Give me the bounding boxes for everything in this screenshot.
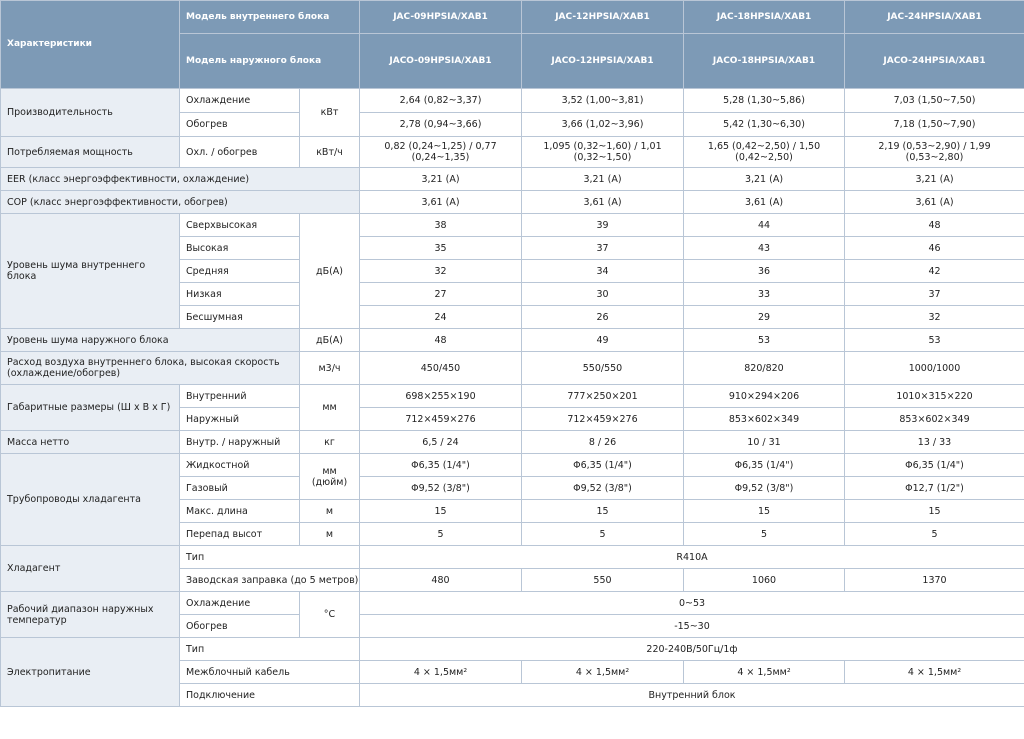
cable-value: 4 × 1,5мм² — [522, 661, 684, 684]
noise-value: 46 — [845, 237, 1024, 260]
refrigerant-charge-value: 480 — [360, 569, 522, 592]
header-outdoor-label: Модель наружного блока — [180, 34, 360, 89]
noise-value: 36 — [684, 260, 845, 283]
eer-value: 3,21 (A) — [684, 168, 845, 191]
table-row — [1, 214, 1024, 237]
cop-value: 3,61 (A) — [845, 191, 1024, 214]
weight-sub-label: Внутр. / наружный — [180, 431, 300, 454]
noise-value: 35 — [360, 237, 522, 260]
outdoor-noise-value: 53 — [845, 329, 1024, 352]
piping-height-diff-label: Перепад высот — [180, 523, 300, 546]
piping-height-diff-value: 5 — [684, 523, 845, 546]
noise-level-label: Высокая — [180, 237, 300, 260]
power-value: 1,095 (0,32~1,60) / 1,01 (0,32~1,50) — [522, 137, 684, 168]
table-row — [1, 191, 1024, 214]
refrigerant-type-label: Тип — [180, 546, 360, 569]
power-supply-type-label: Тип — [180, 638, 360, 661]
piping-gas-label: Газовый — [180, 477, 300, 500]
refrigerant-charge-value: 1370 — [845, 569, 1024, 592]
piping-max-length-value: 15 — [522, 500, 684, 523]
table-row — [1, 454, 1024, 477]
cable-value: 4 × 1,5мм² — [684, 661, 845, 684]
table-row — [1, 431, 1024, 454]
indoor-noise-unit: дБ(А) — [300, 214, 360, 329]
header-characteristics: Характеристики — [1, 1, 180, 89]
noise-value: 30 — [522, 283, 684, 306]
piping-liquid-value: Φ6,35 (1/4") — [522, 454, 684, 477]
dimensions-outdoor-value: 712×459×276 — [360, 408, 522, 431]
piping-length-unit: м — [300, 500, 360, 523]
outdoor-model: JACO-24HPSIA/XAB1 — [845, 34, 1024, 89]
indoor-noise-label: Уровень шума внутреннего блока — [1, 214, 180, 329]
outdoor-model: JACO-09HPSIA/XAB1 — [360, 34, 522, 89]
capacity-heating-label: Обогрев — [180, 113, 300, 137]
weight-label: Масса нетто — [1, 431, 180, 454]
piping-gas-value: Φ9,52 (3/8") — [360, 477, 522, 500]
dimensions-outdoor-value: 853×602×349 — [684, 408, 845, 431]
dimensions-indoor-value: 777×250×201 — [522, 385, 684, 408]
noise-level-label: Сверхвысокая — [180, 214, 300, 237]
indoor-model: JAC-18HPSIA/XAB1 — [684, 1, 845, 34]
table-row — [1, 137, 1024, 168]
outdoor-noise-label: Уровень шума наружного блока — [1, 329, 300, 352]
noise-value: 38 — [360, 214, 522, 237]
outdoor-noise-value: 49 — [522, 329, 684, 352]
noise-value: 29 — [684, 306, 845, 329]
dimensions-outdoor-label: Наружный — [180, 408, 300, 431]
outdoor-noise-unit: дБ(А) — [300, 329, 360, 352]
airflow-value: 450/450 — [360, 352, 522, 385]
piping-gas-value: Φ9,52 (3/8") — [522, 477, 684, 500]
cop-label: COP (класс энергоэффективности, обогрев) — [1, 191, 360, 214]
power-value: 0,82 (0,24~1,25) / 0,77 (0,24~1,35) — [360, 137, 522, 168]
piping-max-length-label: Макс. длина — [180, 500, 300, 523]
power-value: 2,19 (0,53~2,90) / 1,99 (0,53~2,80) — [845, 137, 1024, 168]
noise-value: 26 — [522, 306, 684, 329]
piping-height-diff-value: 5 — [360, 523, 522, 546]
outdoor-model: JACO-12HPSIA/XAB1 — [522, 34, 684, 89]
capacity-unit: кВт — [300, 89, 360, 137]
power-supply-type-value: 220-240В/50Гц/1ф — [360, 638, 1024, 661]
capacity-heating-value: 2,78 (0,94~3,66) — [360, 113, 522, 137]
eer-value: 3,21 (A) — [522, 168, 684, 191]
table-row — [1, 638, 1024, 661]
capacity-label: Производительность — [1, 89, 180, 137]
dimensions-unit: мм — [300, 385, 360, 431]
capacity-heating-value: 7,18 (1,50~7,90) — [845, 113, 1024, 137]
cable-value: 4 × 1,5мм² — [845, 661, 1024, 684]
capacity-cooling-value: 5,28 (1,30~5,86) — [684, 89, 845, 113]
noise-value: 33 — [684, 283, 845, 306]
indoor-model: JAC-12HPSIA/XAB1 — [522, 1, 684, 34]
refrigerant-charge-label: Заводская заправка (до 5 метров) — [180, 569, 360, 592]
dimensions-label: Габаритные размеры (Ш х В х Г) — [1, 385, 180, 431]
noise-value: 39 — [522, 214, 684, 237]
table-row — [1, 352, 1024, 385]
power-label: Потребляемая мощность — [1, 137, 180, 168]
table-row — [1, 546, 1024, 569]
piping-gas-value: Φ9,52 (3/8") — [684, 477, 845, 500]
capacity-cooling-value: 3,52 (1,00~3,81) — [522, 89, 684, 113]
table-row — [1, 168, 1024, 191]
dimensions-outdoor-value: 712×459×276 — [522, 408, 684, 431]
eer-label: EER (класс энергоэффективности, охлаждение) — [1, 168, 360, 191]
airflow-value: 1000/1000 — [845, 352, 1024, 385]
temp-cooling-label: Охлаждение — [180, 592, 300, 615]
dimensions-indoor-label: Внутренний — [180, 385, 300, 408]
noise-value: 32 — [360, 260, 522, 283]
temp-heating-label: Обогрев — [180, 615, 300, 638]
temp-range-label: Рабочий диапазон наружных температур — [1, 592, 180, 638]
airflow-value: 820/820 — [684, 352, 845, 385]
piping-max-length-value: 15 — [845, 500, 1024, 523]
piping-height-diff-value: 5 — [845, 523, 1024, 546]
dimensions-indoor-value: 698×255×190 — [360, 385, 522, 408]
power-unit: кВт/ч — [300, 137, 360, 168]
weight-value: 10 / 31 — [684, 431, 845, 454]
cop-value: 3,61 (A) — [684, 191, 845, 214]
power-value: 1,65 (0,42~2,50) / 1,50 (0,42~2,50) — [684, 137, 845, 168]
eer-value: 3,21 (A) — [360, 168, 522, 191]
capacity-heating-value: 5,42 (1,30~6,30) — [684, 113, 845, 137]
outdoor-model: JACO-18HPSIA/XAB1 — [684, 34, 845, 89]
weight-unit: кг — [300, 431, 360, 454]
power-supply-label: Электропитание — [1, 638, 180, 707]
noise-level-label: Средняя — [180, 260, 300, 283]
refrigerant-label: Хладагент — [1, 546, 180, 592]
header-row-indoor — [1, 1, 1024, 34]
refrigerant-charge-value: 550 — [522, 569, 684, 592]
airflow-label: Расход воздуха внутреннего блока, высокая скорость (охлаждение/обогрев) — [1, 352, 300, 385]
piping-liquid-value: Φ6,35 (1/4") — [684, 454, 845, 477]
piping-gas-value: Φ12,7 (1/2") — [845, 477, 1024, 500]
temp-unit: °C — [300, 592, 360, 638]
capacity-cooling-value: 7,03 (1,50~7,50) — [845, 89, 1024, 113]
cable-label: Межблочный кабель — [180, 661, 360, 684]
piping-height-unit: м — [300, 523, 360, 546]
noise-level-label: Бесшумная — [180, 306, 300, 329]
outdoor-noise-value: 48 — [360, 329, 522, 352]
piping-diameter-unit: мм (дюйм) — [300, 454, 360, 500]
temp-cooling-value: 0~53 — [360, 592, 1024, 615]
outdoor-noise-value: 53 — [684, 329, 845, 352]
piping-liquid-label: Жидкостной — [180, 454, 300, 477]
noise-value: 42 — [845, 260, 1024, 283]
piping-liquid-value: Φ6,35 (1/4") — [360, 454, 522, 477]
airflow-unit: м3/ч — [300, 352, 360, 385]
capacity-cooling-label: Охлаждение — [180, 89, 300, 113]
noise-value: 37 — [522, 237, 684, 260]
noise-value: 43 — [684, 237, 845, 260]
refrigerant-charge-value: 1060 — [684, 569, 845, 592]
indoor-model: JAC-24HPSIA/XAB1 — [845, 1, 1024, 34]
dimensions-outdoor-value: 853×602×349 — [845, 408, 1024, 431]
weight-value: 8 / 26 — [522, 431, 684, 454]
noise-value: 44 — [684, 214, 845, 237]
capacity-heating-value: 3,66 (1,02~3,96) — [522, 113, 684, 137]
noise-value: 32 — [845, 306, 1024, 329]
noise-level-label: Низкая — [180, 283, 300, 306]
piping-liquid-value: Φ6,35 (1/4") — [845, 454, 1024, 477]
noise-value: 24 — [360, 306, 522, 329]
connection-label: Подключение — [180, 684, 360, 707]
dimensions-indoor-value: 1010×315×220 — [845, 385, 1024, 408]
cable-value: 4 × 1,5мм² — [360, 661, 522, 684]
cop-value: 3,61 (A) — [360, 191, 522, 214]
noise-value: 37 — [845, 283, 1024, 306]
weight-value: 13 / 33 — [845, 431, 1024, 454]
capacity-cooling-value: 2,64 (0,82~3,37) — [360, 89, 522, 113]
table-row — [1, 89, 1024, 113]
connection-value: Внутренний блок — [360, 684, 1024, 707]
table-row — [1, 592, 1024, 615]
piping-height-diff-value: 5 — [522, 523, 684, 546]
header-indoor-label: Модель внутреннего блока — [180, 1, 360, 34]
refrigerant-type-value: R410A — [360, 546, 1024, 569]
eer-value: 3,21 (A) — [845, 168, 1024, 191]
noise-value: 34 — [522, 260, 684, 283]
table-row — [1, 329, 1024, 352]
noise-value: 27 — [360, 283, 522, 306]
indoor-model: JAC-09HPSIA/XAB1 — [360, 1, 522, 34]
weight-value: 6,5 / 24 — [360, 431, 522, 454]
table-row — [1, 385, 1024, 408]
noise-value: 48 — [845, 214, 1024, 237]
piping-label: Трубопроводы хладагента — [1, 454, 180, 546]
temp-heating-value: -15~30 — [360, 615, 1024, 638]
airflow-value: 550/550 — [522, 352, 684, 385]
piping-max-length-value: 15 — [684, 500, 845, 523]
cop-value: 3,61 (A) — [522, 191, 684, 214]
piping-max-length-value: 15 — [360, 500, 522, 523]
dimensions-indoor-value: 910×294×206 — [684, 385, 845, 408]
power-sub-label: Охл. / обогрев — [180, 137, 300, 168]
